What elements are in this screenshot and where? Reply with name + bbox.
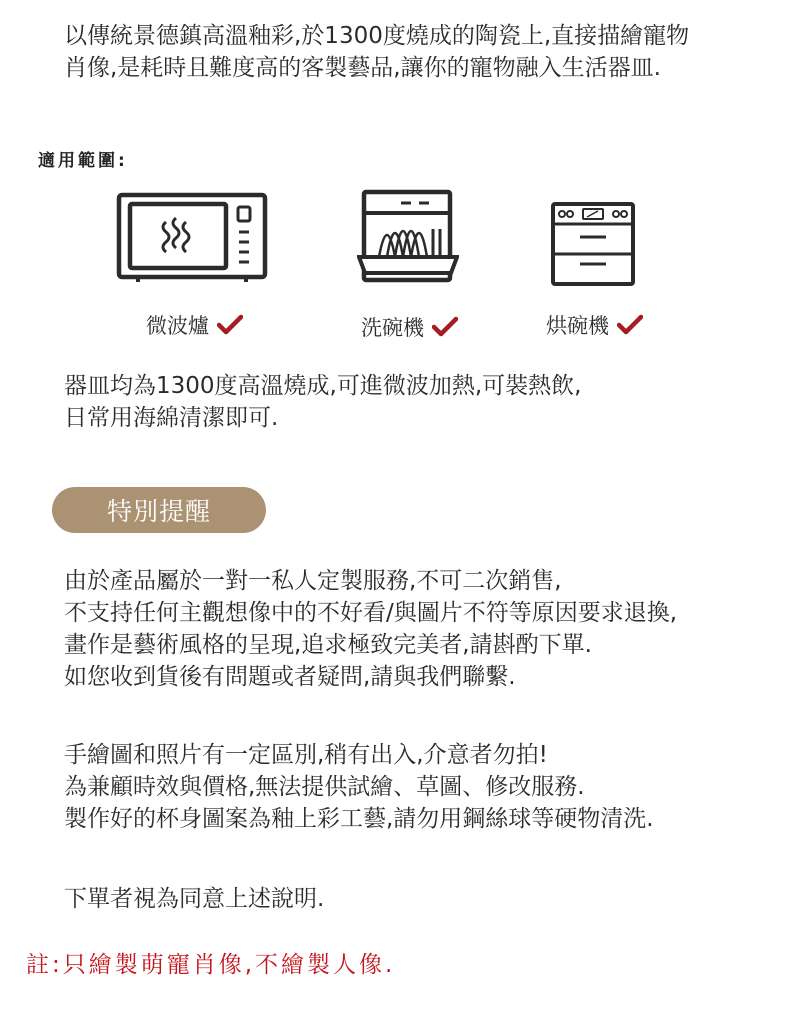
check-icon	[432, 316, 458, 338]
reminder-badge: 特別提醒	[52, 487, 266, 533]
policy-line: 畫作是藝術風格的呈現,追求極致完美者,請斟酌下單.	[64, 632, 592, 658]
policy-paragraph	[64, 565, 677, 693]
dishwasher-icon	[357, 189, 459, 287]
appliance-label-dishwasher	[361, 312, 458, 342]
microwave-icon	[116, 192, 268, 284]
appliance-name: 微波爐	[146, 314, 209, 338]
policy-line: 由於產品屬於一對一私人定製服務,不可二次銷售,	[64, 568, 562, 594]
applicable-label: 適用範圍:	[38, 151, 128, 171]
appliance-label-dish-dryer	[546, 310, 643, 340]
agreement-paragraph	[64, 883, 324, 915]
usage-line: 器皿均為1300度高溫燒成,可進微波加熱,可裝熱飲,	[64, 373, 582, 399]
handdrawn-line: 為兼顧時效與價格,無法提供試繪、草圖、修改服務.	[64, 774, 585, 800]
dish-dryer-icon	[550, 201, 636, 287]
intro-line: 肖像,是耗時且難度高的客製藝品,讓你的寵物融入生活器皿.	[64, 55, 661, 81]
check-icon	[217, 314, 243, 336]
handdrawn-line: 手繪圖和照片有一定區別,稍有出入,介意者勿拍!	[64, 742, 548, 768]
handdrawn-line: 製作好的杯身圖案為釉上彩工藝,請勿用鋼絲球等硬物清洗.	[64, 806, 654, 832]
usage-paragraph	[64, 370, 581, 434]
appliance-name: 烘碗機	[546, 314, 609, 338]
agreement-line: 下單者視為同意上述說明.	[64, 886, 325, 912]
intro-paragraph	[64, 20, 689, 84]
portrait-note: 註:只繪製萌寵肖像,不繪製人像.	[26, 952, 396, 978]
intro-line: 以傳統景德鎮高溫釉彩,於1300度燒成的陶瓷上,直接描繪寵物	[64, 23, 690, 49]
check-icon	[617, 314, 643, 336]
appliance-name: 洗碗機	[361, 316, 424, 340]
policy-line: 不支持任何主觀想像中的不好看/與圖片不符等原因要求退換,	[64, 600, 678, 626]
usage-line: 日常用海綿清潔即可.	[64, 405, 279, 431]
appliance-label-microwave	[146, 310, 243, 340]
policy-line: 如您收到貨後有問題或者疑問,請與我們聯繫.	[64, 664, 516, 690]
handdrawn-paragraph	[64, 739, 654, 835]
